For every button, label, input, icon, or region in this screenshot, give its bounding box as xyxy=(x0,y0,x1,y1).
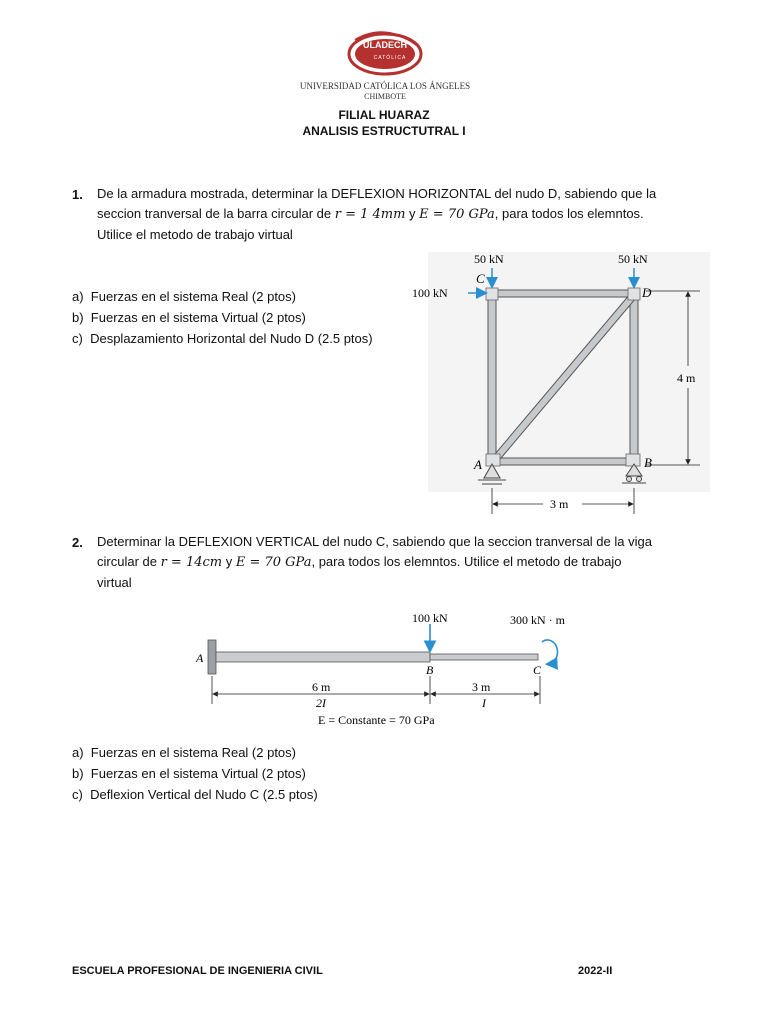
node-label-a: A xyxy=(474,457,482,472)
item-text: Fuerzas en el sistema Real (2 ptos) xyxy=(90,745,296,760)
course-title: ANALISIS ESTRUCTUTRAL I xyxy=(302,124,466,138)
question2-line2-pre: circular de xyxy=(97,554,161,569)
question2-line3: virtual xyxy=(97,575,132,590)
point-load-label: 100 kN xyxy=(412,611,448,625)
node-label-a: A xyxy=(196,651,204,665)
question2-line1: Determinar la DEFLEXION VERTICAL del nudo C, sabiendo que la seccion tranversal de la viga xyxy=(97,534,652,549)
moment-label: 300 kN · m xyxy=(510,613,565,627)
logo-text-top: ULADECH xyxy=(363,40,407,50)
modulus-label: E = Constante = 70 GPa xyxy=(318,713,435,727)
list-item xyxy=(72,742,318,763)
beam-segment-ab xyxy=(216,652,430,662)
span-ab-label: 6 m xyxy=(312,680,331,694)
inertia-bc-label: I xyxy=(482,696,486,710)
list-item xyxy=(72,328,373,349)
question1-line2-pre: seccion tranversal de la barra circular de xyxy=(97,206,335,221)
footer-school: ESCUELA PROFESIONAL DE INGENIERIA CIVIL xyxy=(72,965,323,977)
node-label-b: B xyxy=(644,455,652,470)
branch-title: FILIAL HUARAZ xyxy=(338,108,430,122)
question1-line3: Utilice el metodo de trabajo virtual xyxy=(97,227,293,242)
item-letter: a) xyxy=(72,289,84,304)
question1-line2-post: , para todos los elemntos. xyxy=(494,206,644,221)
item-text: Fuerzas en el sistema Real (2 ptos) xyxy=(90,289,296,304)
footer-term: 2022-II xyxy=(578,965,613,977)
item-letter: b) xyxy=(72,766,84,781)
width-label: 3 m xyxy=(550,497,569,511)
question2-task-list xyxy=(72,742,318,805)
list-item xyxy=(72,784,318,805)
question2-line2 xyxy=(97,552,701,573)
question2-modulus: E = 70 GPa xyxy=(235,555,312,570)
question2-radius: r = 14cm xyxy=(160,555,223,570)
question2-text xyxy=(97,532,701,593)
item-text: Fuerzas en el sistema Virtual (2 ptos) xyxy=(90,766,306,781)
list-item xyxy=(72,763,318,784)
node-label-d: D xyxy=(642,285,652,300)
list-item xyxy=(72,307,373,328)
beam-figure xyxy=(190,608,590,734)
university-name-line1: UNIVERSIDAD CATÓLICA LOS ÁNGELES xyxy=(299,81,471,91)
item-letter: b) xyxy=(72,310,84,325)
question2-line2-post: , para todos los elemntos. Utilice el metodo de trabajo xyxy=(311,554,622,569)
question1-radius: r = 1 4mm xyxy=(334,207,406,222)
question2-number: 2. xyxy=(72,535,83,550)
question1-task-list xyxy=(72,286,373,349)
load-label-d: 50 kN xyxy=(618,252,648,266)
item-text: Fuerzas en el sistema Virtual (2 ptos) xyxy=(90,310,306,325)
item-text: Deflexion Vertical del Nudo C (2.5 ptos) xyxy=(90,787,318,802)
question2-line2-mid: y xyxy=(222,554,236,569)
node-label-c: C xyxy=(476,271,485,286)
truss-figure xyxy=(400,248,710,520)
question1-text xyxy=(97,184,701,245)
height-label: 4 m xyxy=(677,371,696,385)
inertia-ab-label: 2I xyxy=(316,696,326,710)
item-letter: c) xyxy=(72,787,83,802)
university-logo xyxy=(300,28,470,103)
logo-text-bottom: CATÓLICA xyxy=(373,55,407,61)
item-letter: c) xyxy=(72,331,83,346)
load-label-c: 50 kN xyxy=(474,252,504,266)
moment-arrow xyxy=(542,640,558,664)
item-letter: a) xyxy=(72,745,84,760)
question1-line1: De la armadura mostrada, determinar la DEFLEXION HORIZONTAL del nudo D, sabiendo que la xyxy=(97,186,657,201)
node-label-b: B xyxy=(426,663,434,677)
span-bc-label: 3 m xyxy=(472,680,491,694)
beam-segment-bc xyxy=(430,654,538,660)
question1-line2 xyxy=(97,204,701,225)
item-text: Desplazamiento Horizontal del Nudo D (2.5 ptos) xyxy=(90,331,373,346)
question1-modulus: E = 70 GPa xyxy=(419,207,495,222)
span-dimensions xyxy=(212,676,540,704)
fixed-support-a xyxy=(208,640,216,674)
question1-number: 1. xyxy=(72,187,83,202)
list-item xyxy=(72,286,373,307)
node-label-c: C xyxy=(533,663,542,677)
question1-line2-mid: y xyxy=(405,206,420,221)
university-name-line2: CHIMBOTE xyxy=(364,92,406,101)
load-label-horizontal: 100 kN xyxy=(412,286,448,300)
